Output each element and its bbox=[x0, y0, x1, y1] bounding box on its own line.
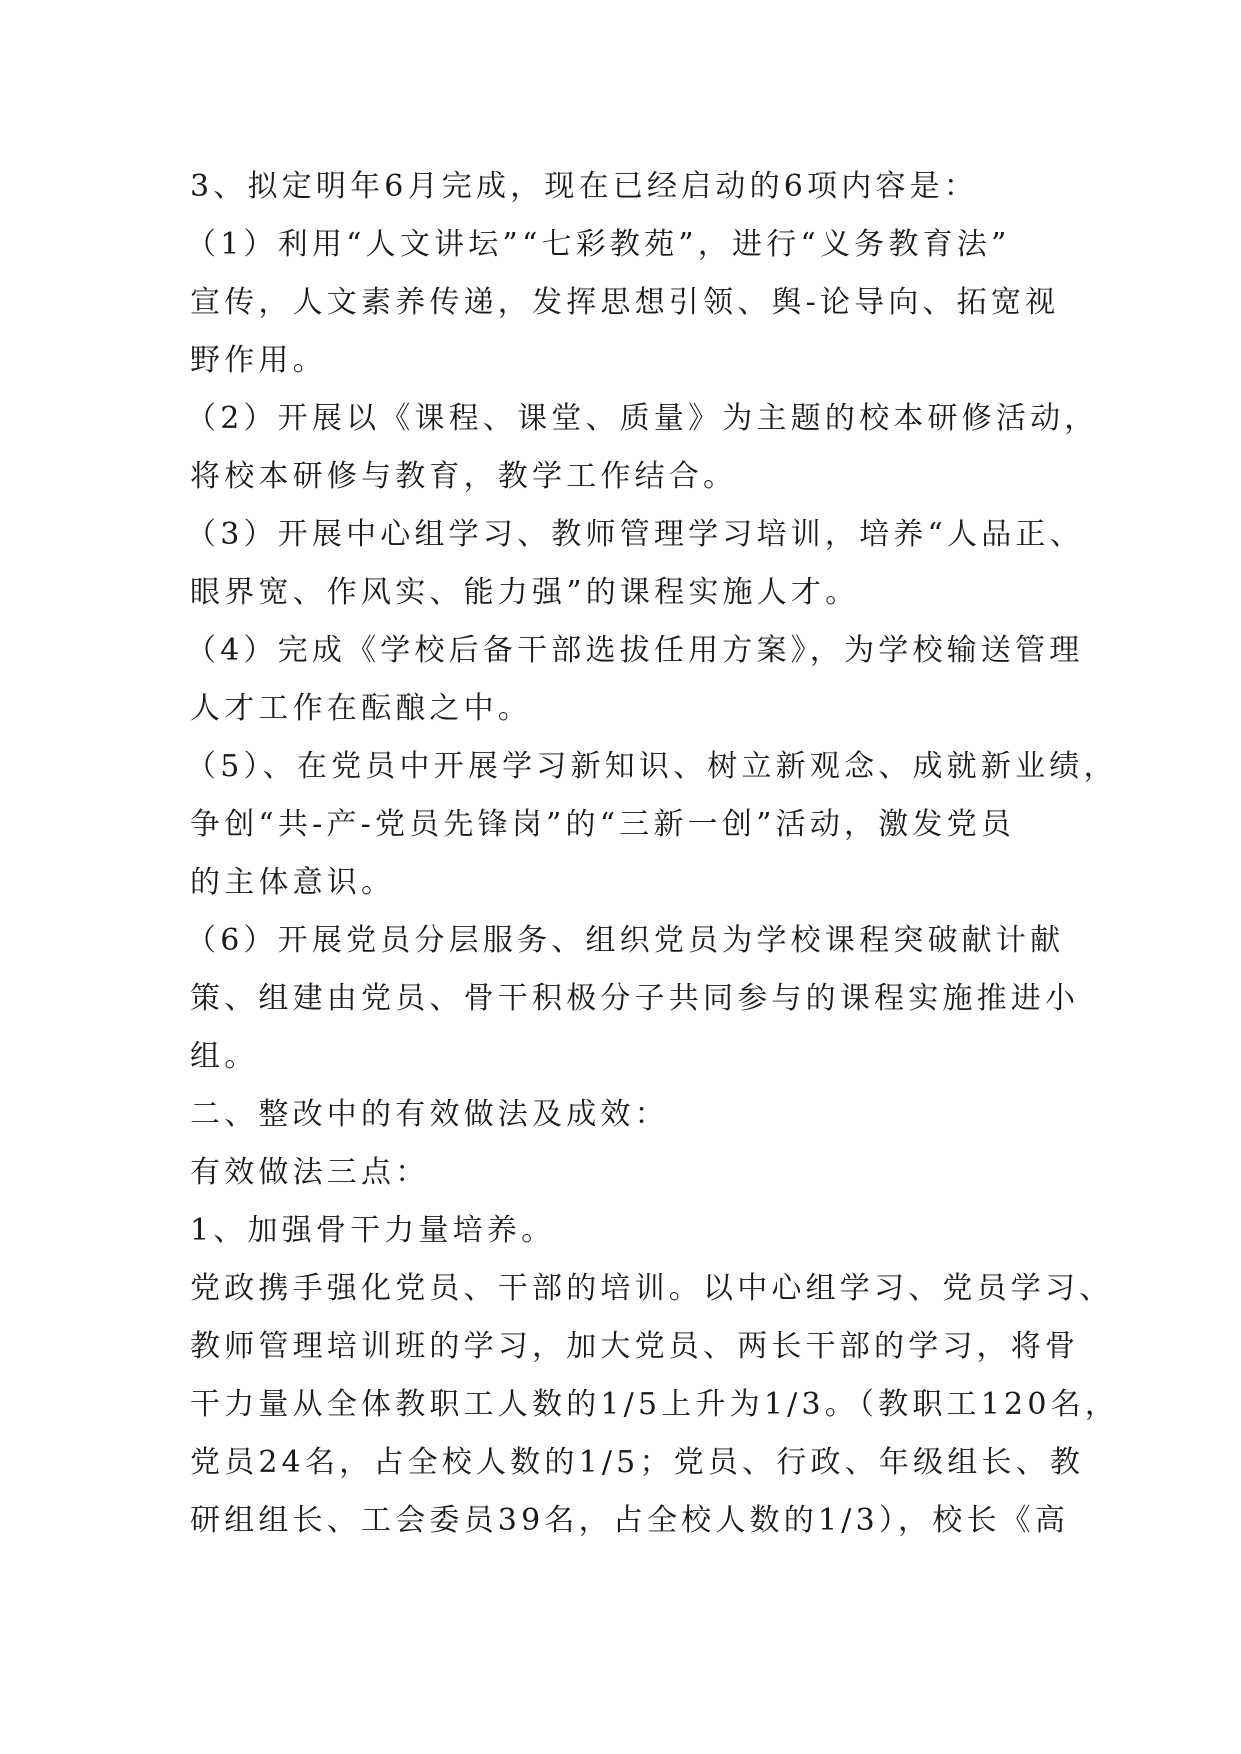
text-line: 争创“共-产-党员先锋岗”的“三新一创”活动，激发党员 bbox=[190, 807, 1016, 842]
text-line: （6）开展党员分层服务、组织党员为学校课程突破献计献 bbox=[186, 923, 1065, 958]
text-line: 教师管理培训班的学习，加大党员、两长干部的学习，将骨 bbox=[190, 1329, 1080, 1364]
document-body bbox=[186, 158, 1120, 1550]
text-line: 研组组长、工会委员39名，占全校人数的1/3），校长《高 bbox=[190, 1503, 1070, 1538]
text-line: 将校本研修与教育，教学工作结合。 bbox=[190, 459, 738, 494]
text-line: 1、加强骨干力量培养。 bbox=[190, 1213, 556, 1248]
text-line: 3、拟定明年6月完成，现在已经启动的6项内容是： bbox=[190, 169, 979, 204]
text-line: （5）、在党员中开展学习新知识、树立新观念、成就新业绩， bbox=[186, 749, 1118, 784]
text-line: 的主体意识。 bbox=[190, 865, 396, 900]
text-line: （4）完成《学校后备干部选拔任用方案》，为学校输送管理 bbox=[186, 633, 1084, 668]
text-line: 策、组建由党员、骨干积极分子共同参与的课程实施推进小 bbox=[190, 981, 1080, 1016]
text-line: 有效做法三点： bbox=[190, 1155, 430, 1190]
text-line: 党政携手强化党员、干部的培训。以中心组学习、党员学习、 bbox=[190, 1271, 1114, 1306]
text-line: （1）利用“人文讲坛”“七彩教苑”，进行“义务教育法” bbox=[186, 227, 1011, 262]
text-line: 组。 bbox=[190, 1039, 259, 1074]
section-heading: 二、整改中的有效做法及成效： bbox=[190, 1097, 669, 1132]
text-line: （2）开展以《课程、课堂、质量》为主题的校本研修活动， bbox=[186, 401, 1099, 436]
text-line: 眼界宽、作风实、能力强”的课程实施人才。 bbox=[190, 575, 860, 610]
text-line: 干力量从全体教职工人数的1/5上升为1/3。（教职工120名， bbox=[190, 1387, 1120, 1422]
text-line: 野作用。 bbox=[190, 343, 327, 378]
text-line: 党员24名，占全校人数的1/5；党员、行政、年级组长、教 bbox=[190, 1445, 1085, 1480]
text-line: 宣传，人文素养传递，发挥思想引领、舆-论导向、拓宽视 bbox=[190, 285, 1060, 320]
text-line: 人才工作在酝酿之中。 bbox=[190, 691, 532, 726]
text-line: （3）开展中心组学习、教师管理学习培训，培养“人品正、 bbox=[186, 517, 1084, 552]
